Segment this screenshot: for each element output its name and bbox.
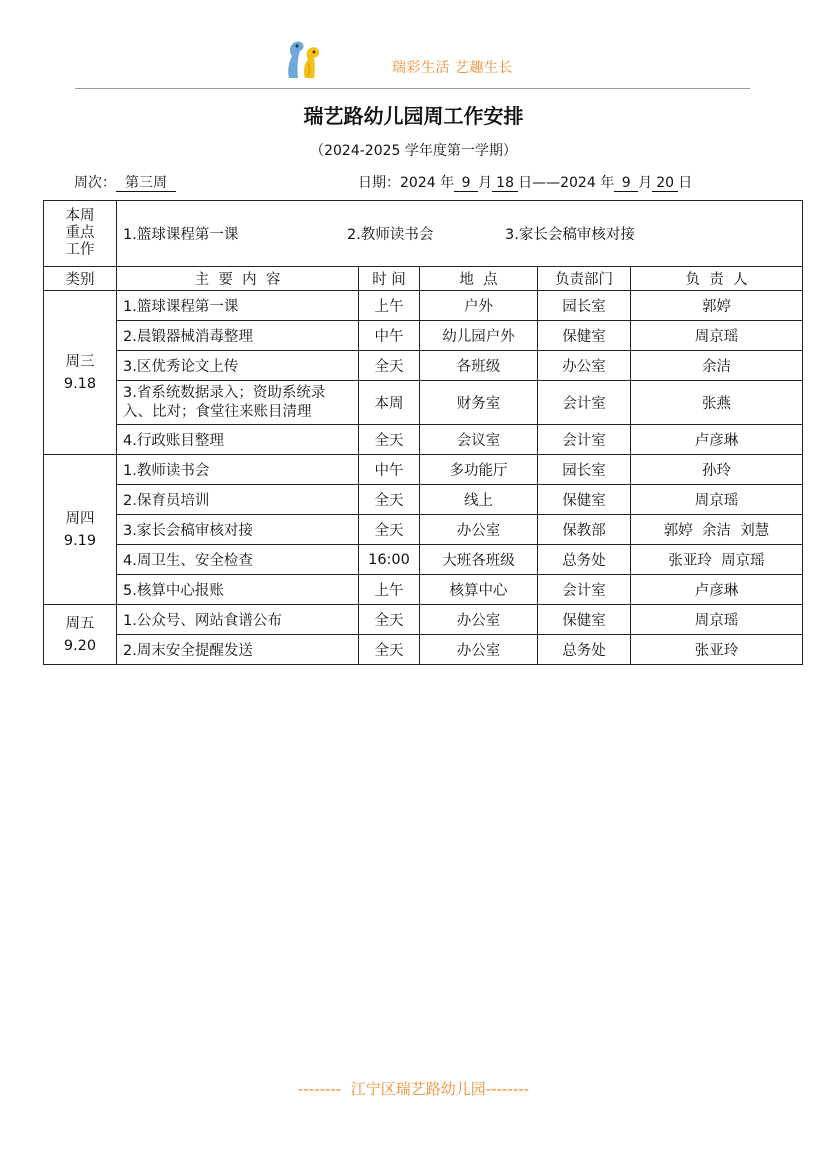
date-end-day: 20	[652, 175, 678, 192]
schedule-table	[43, 200, 803, 665]
day-cell: 周三 9.18	[44, 291, 117, 455]
dept-cell: 保健室	[538, 605, 631, 635]
place-cell: 幼儿园户外	[420, 321, 538, 351]
table-row	[44, 635, 803, 665]
time-cell: 全天	[359, 485, 420, 515]
focus-row	[44, 201, 803, 267]
place-cell: 办公室	[420, 515, 538, 545]
content-cell: 2.周末安全提醒发送	[117, 635, 359, 665]
place-cell: 办公室	[420, 605, 538, 635]
focus-item: 2.教师读书会	[347, 227, 434, 243]
table-row	[44, 515, 803, 545]
table-row	[44, 381, 803, 425]
day-cell: 周四 9.19	[44, 455, 117, 605]
date-label: 日期：	[358, 175, 400, 191]
page-subtitle: （2024-2025 学年度第一学期）	[310, 143, 517, 159]
time-cell: 全天	[359, 425, 420, 455]
day-cell: 周五 9.20	[44, 605, 117, 665]
time-cell: 中午	[359, 455, 420, 485]
column-header: 地 点	[420, 267, 538, 291]
focus-item: 3.家长会稿审核对接	[505, 227, 635, 243]
person-cell: 郭婷	[631, 291, 803, 321]
place-cell: 大班各班级	[420, 545, 538, 575]
table-row	[44, 455, 803, 485]
page-title: 瑞艺路幼儿园周工作安排	[303, 104, 524, 128]
person-cell: 张亚玲	[631, 635, 803, 665]
content-cell: 3.省系统数据录入；资助系统录入、比对；食堂往来账目清理	[117, 381, 359, 425]
date-end-month: 9	[614, 175, 638, 192]
dept-cell: 保健室	[538, 321, 631, 351]
time-cell: 上午	[359, 291, 420, 321]
dept-cell: 总务处	[538, 545, 631, 575]
header-divider	[75, 88, 750, 89]
time-cell: 全天	[359, 605, 420, 635]
dept-cell: 会计室	[538, 425, 631, 455]
table-row	[44, 485, 803, 515]
place-cell: 办公室	[420, 635, 538, 665]
page-footer: -------- 江宁区瑞艺路幼儿园--------	[297, 1080, 530, 1098]
content-cell: 2.晨锻器械消毒整理	[117, 321, 359, 351]
column-header: 负责部门	[538, 267, 631, 291]
dept-cell: 总务处	[538, 635, 631, 665]
content-cell: 4.行政账目整理	[117, 425, 359, 455]
time-cell: 16:00	[359, 545, 420, 575]
dept-cell: 园长室	[538, 291, 631, 321]
time-cell: 全天	[359, 635, 420, 665]
person-cell: 郭婷 余洁 刘慧	[631, 515, 803, 545]
dept-cell: 园长室	[538, 455, 631, 485]
table-row	[44, 425, 803, 455]
place-cell: 各班级	[420, 351, 538, 381]
person-cell: 孙玲	[631, 455, 803, 485]
content-cell: 4.周卫生、安全检查	[117, 545, 359, 575]
table-row	[44, 575, 803, 605]
time-cell: 全天	[359, 351, 420, 381]
person-cell: 余洁	[631, 351, 803, 381]
person-cell: 卢彦琳	[631, 425, 803, 455]
focus-item: 1.篮球课程第一课	[123, 227, 239, 243]
week-info	[74, 172, 176, 192]
week-label: 周次：	[74, 175, 116, 191]
content-cell: 1.公众号、网站食谱公布	[117, 605, 359, 635]
column-header: 类别	[44, 267, 117, 291]
place-cell: 核算中心	[420, 575, 538, 605]
date-start-year: 2024	[400, 175, 436, 191]
place-cell: 多功能厅	[420, 455, 538, 485]
focus-items	[117, 201, 803, 267]
date-separator: ——	[532, 175, 561, 191]
date-start-day: 18	[492, 175, 518, 192]
content-cell: 3.家长会稿审核对接	[117, 515, 359, 545]
table-row	[44, 291, 803, 321]
table-header-row	[44, 267, 803, 291]
person-cell: 卢彦琳	[631, 575, 803, 605]
person-cell: 张燕	[631, 381, 803, 425]
table-row	[44, 605, 803, 635]
dept-cell: 办公室	[538, 351, 631, 381]
column-header: 负 责 人	[631, 267, 803, 291]
content-cell: 1.篮球课程第一课	[117, 291, 359, 321]
time-cell: 上午	[359, 575, 420, 605]
dept-cell: 保健室	[538, 485, 631, 515]
focus-label: 本周 重点 工作	[44, 201, 117, 267]
content-cell: 3.区优秀论文上传	[117, 351, 359, 381]
table-row	[44, 545, 803, 575]
column-header: 时 间	[359, 267, 420, 291]
place-cell: 线上	[420, 485, 538, 515]
table-row	[44, 351, 803, 381]
date-end-year: 2024	[560, 175, 596, 191]
person-cell: 周京瑶	[631, 321, 803, 351]
week-value: 第三周	[116, 175, 176, 192]
page-header	[0, 0, 827, 90]
content-cell: 1.教师读书会	[117, 455, 359, 485]
time-cell: 本周	[359, 381, 420, 425]
dept-cell: 会计室	[538, 575, 631, 605]
place-cell: 会议室	[420, 425, 538, 455]
column-header: 主 要 内 容	[117, 267, 359, 291]
table-row	[44, 321, 803, 351]
person-cell: 周京瑶	[631, 485, 803, 515]
person-cell: 周京瑶	[631, 605, 803, 635]
kindergarten-logo	[283, 38, 327, 80]
time-cell: 全天	[359, 515, 420, 545]
date-range: 日期：2024 年 9 月 18 日——2024 年 9 月 20 日	[358, 175, 693, 191]
time-cell: 中午	[359, 321, 420, 351]
person-cell: 张亚玲 周京瑶	[631, 545, 803, 575]
dept-cell: 会计室	[538, 381, 631, 425]
place-cell: 财务室	[420, 381, 538, 425]
dept-cell: 保教部	[538, 515, 631, 545]
content-cell: 2.保育员培训	[117, 485, 359, 515]
header-slogan: 瑞彩生活 艺趣生长	[392, 60, 513, 76]
content-cell: 5.核算中心报账	[117, 575, 359, 605]
place-cell: 户外	[420, 291, 538, 321]
date-start-month: 9	[454, 175, 478, 192]
